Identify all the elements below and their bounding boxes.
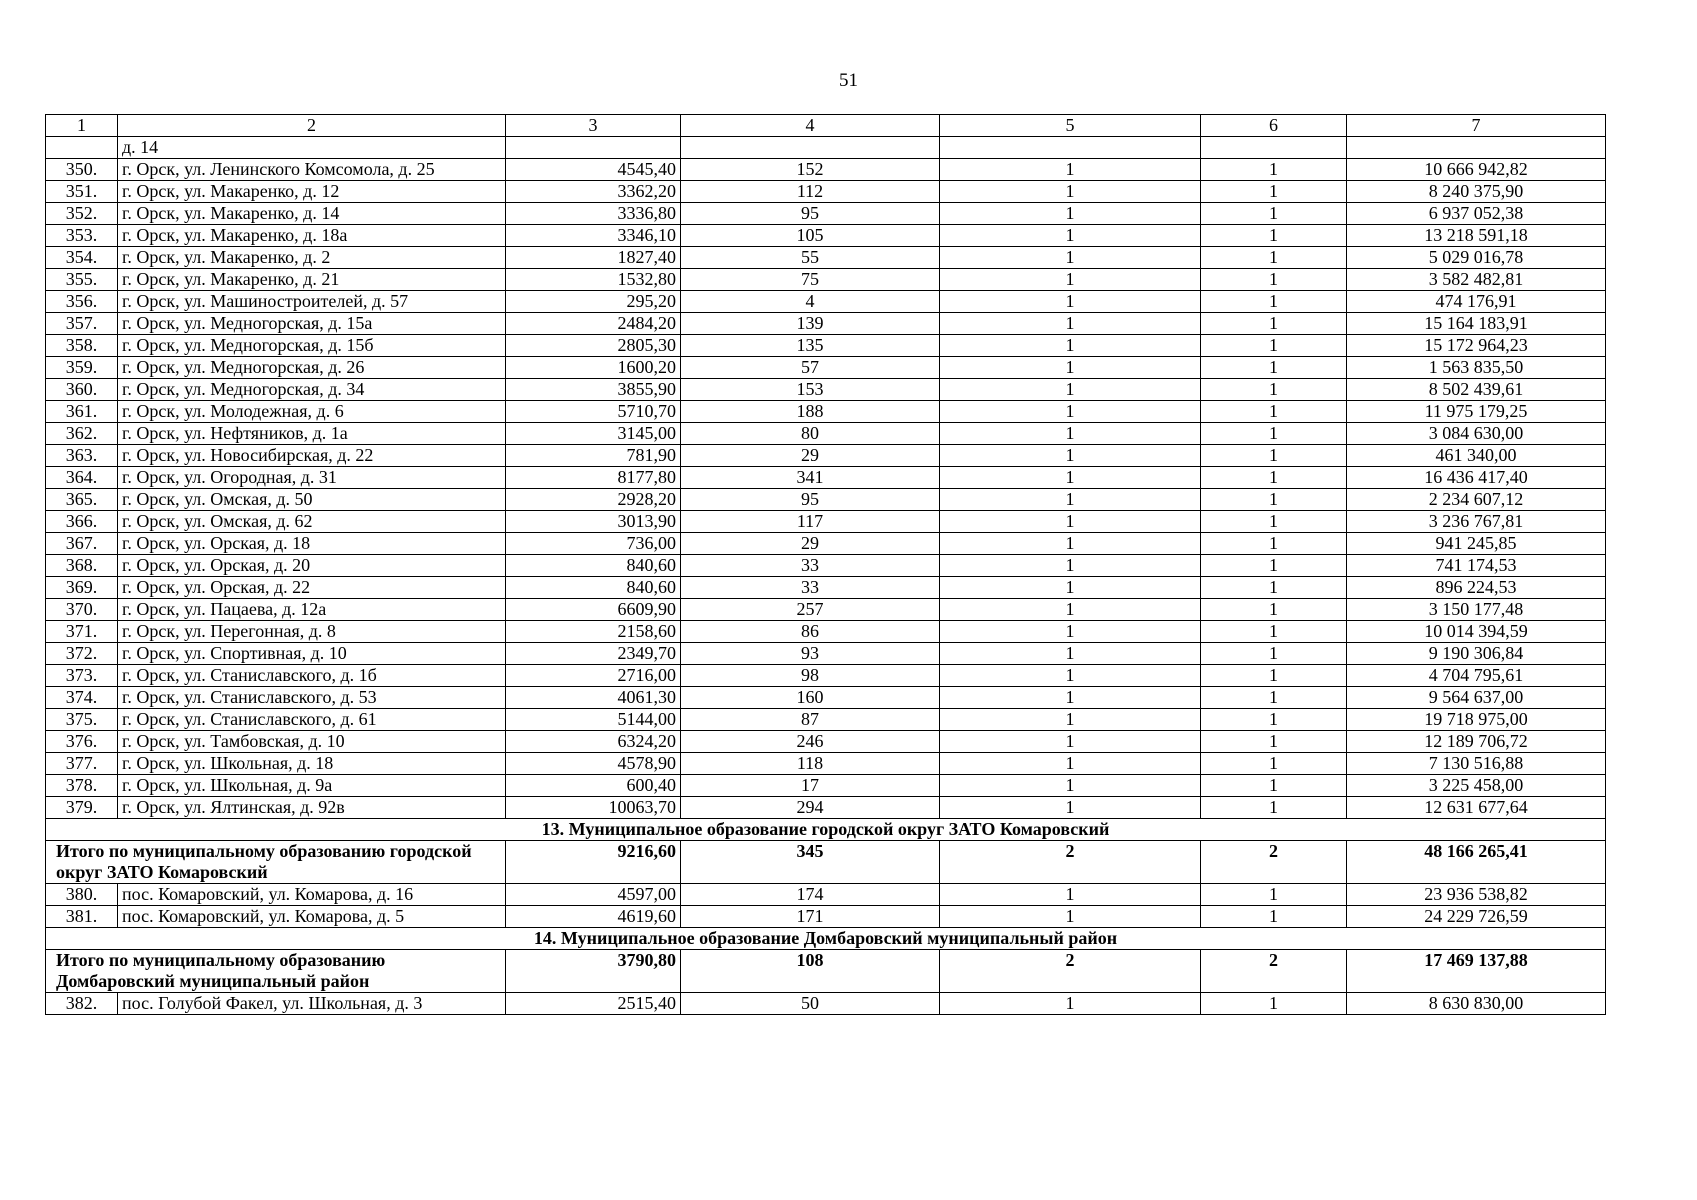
column-5-cell: 1 bbox=[940, 797, 1201, 819]
row-number: 356. bbox=[46, 291, 118, 313]
address-cell: г. Орск, ул. Молодежная, д. 6 bbox=[118, 401, 506, 423]
row-number: 381. bbox=[46, 906, 118, 928]
residents-cell: 139 bbox=[681, 313, 940, 335]
area-cell: 2158,60 bbox=[506, 621, 681, 643]
table-row bbox=[46, 247, 1606, 269]
area-cell: 2928,20 bbox=[506, 489, 681, 511]
area-cell: 8177,80 bbox=[506, 467, 681, 489]
row-number: 377. bbox=[46, 753, 118, 775]
total-column-5: 2 bbox=[940, 950, 1201, 993]
area-cell: 1827,40 bbox=[506, 247, 681, 269]
area-cell: 3013,90 bbox=[506, 511, 681, 533]
section-header-row bbox=[46, 819, 1606, 841]
column-5-cell: 1 bbox=[940, 906, 1201, 928]
total-cost: 48 166 265,41 bbox=[1347, 841, 1606, 884]
address-cell: г. Орск, ул. Орская, д. 20 bbox=[118, 555, 506, 577]
address-cell: г. Орск, ул. Медногорская, д. 15б bbox=[118, 335, 506, 357]
column-6-cell: 1 bbox=[1201, 357, 1347, 379]
column-5-cell: 1 bbox=[940, 555, 1201, 577]
row-number: 376. bbox=[46, 731, 118, 753]
column-6-cell: 1 bbox=[1201, 884, 1347, 906]
table-row bbox=[46, 401, 1606, 423]
column-header: 6 bbox=[1201, 115, 1347, 137]
row-number: 380. bbox=[46, 884, 118, 906]
cost-cell: 10 666 942,82 bbox=[1347, 159, 1606, 181]
table-row bbox=[46, 181, 1606, 203]
total-area: 3790,80 bbox=[506, 950, 681, 993]
table-row bbox=[46, 555, 1606, 577]
column-5-cell: 1 bbox=[940, 533, 1201, 555]
row-number: 379. bbox=[46, 797, 118, 819]
area-cell: 4545,40 bbox=[506, 159, 681, 181]
cost-cell: 3 084 630,00 bbox=[1347, 423, 1606, 445]
cost-cell: 6 937 052,38 bbox=[1347, 203, 1606, 225]
residents-cell: 341 bbox=[681, 467, 940, 489]
table-row bbox=[46, 467, 1606, 489]
area-cell: 2349,70 bbox=[506, 643, 681, 665]
residents-cell: 160 bbox=[681, 687, 940, 709]
column-6-cell: 1 bbox=[1201, 709, 1347, 731]
address-cell: г. Орск, ул. Новосибирская, д. 22 bbox=[118, 445, 506, 467]
cost-cell: 9 190 306,84 bbox=[1347, 643, 1606, 665]
column-6-cell: 1 bbox=[1201, 753, 1347, 775]
cost-cell: 8 240 375,90 bbox=[1347, 181, 1606, 203]
table-row bbox=[46, 269, 1606, 291]
column-5-cell: 1 bbox=[940, 511, 1201, 533]
area-cell: 840,60 bbox=[506, 577, 681, 599]
row-number: 358. bbox=[46, 335, 118, 357]
table-row bbox=[46, 993, 1606, 1015]
residents-cell: 55 bbox=[681, 247, 940, 269]
column-5-cell: 1 bbox=[940, 599, 1201, 621]
row-number: 350. bbox=[46, 159, 118, 181]
table-row bbox=[46, 687, 1606, 709]
residents-cell: 246 bbox=[681, 731, 940, 753]
column-6-cell: 1 bbox=[1201, 445, 1347, 467]
address-cell: г. Орск, ул. Станиславского, д. 53 bbox=[118, 687, 506, 709]
column-6-cell: 1 bbox=[1201, 247, 1347, 269]
area-cell: 3362,20 bbox=[506, 181, 681, 203]
area-cell: 600,40 bbox=[506, 775, 681, 797]
column-6-cell: 1 bbox=[1201, 181, 1347, 203]
registry-table bbox=[45, 114, 1606, 1015]
table-row bbox=[46, 665, 1606, 687]
residents-cell: 33 bbox=[681, 555, 940, 577]
column-6-cell: 1 bbox=[1201, 555, 1347, 577]
residents-cell: 33 bbox=[681, 577, 940, 599]
cost-cell: 24 229 726,59 bbox=[1347, 906, 1606, 928]
column-5-cell: 1 bbox=[940, 775, 1201, 797]
residents-cell: 98 bbox=[681, 665, 940, 687]
table-row bbox=[46, 511, 1606, 533]
column-5-cell: 1 bbox=[940, 731, 1201, 753]
address-cell: г. Орск, ул. Спортивная, д. 10 bbox=[118, 643, 506, 665]
column-5-cell: 1 bbox=[940, 269, 1201, 291]
row-number: 355. bbox=[46, 269, 118, 291]
cost-cell: 941 245,85 bbox=[1347, 533, 1606, 555]
address-cell: пос. Голубой Факел, ул. Школьная, д. 3 bbox=[118, 993, 506, 1015]
table-row bbox=[46, 775, 1606, 797]
area-cell: 6609,90 bbox=[506, 599, 681, 621]
address-cell: г. Орск, ул. Ялтинская, д. 92в bbox=[118, 797, 506, 819]
total-row bbox=[46, 841, 1606, 884]
table-row bbox=[46, 357, 1606, 379]
total-residents: 345 bbox=[681, 841, 940, 884]
address-cell: г. Орск, ул. Нефтяников, д. 1а bbox=[118, 423, 506, 445]
column-5-cell: 1 bbox=[940, 643, 1201, 665]
column-6-cell: 1 bbox=[1201, 401, 1347, 423]
row-number: 375. bbox=[46, 709, 118, 731]
column-5-cell: 1 bbox=[940, 687, 1201, 709]
address-cell: г. Орск, ул. Ленинского Комсомола, д. 25 bbox=[118, 159, 506, 181]
row-number: 374. bbox=[46, 687, 118, 709]
table-row bbox=[46, 203, 1606, 225]
residents-cell: 75 bbox=[681, 269, 940, 291]
total-column-6: 2 bbox=[1201, 950, 1347, 993]
table-row bbox=[46, 225, 1606, 247]
column-5-cell: 1 bbox=[940, 313, 1201, 335]
column-6-cell: 1 bbox=[1201, 423, 1347, 445]
cost-cell: 13 218 591,18 bbox=[1347, 225, 1606, 247]
cost-cell: 23 936 538,82 bbox=[1347, 884, 1606, 906]
column-5-cell: 1 bbox=[940, 993, 1201, 1015]
row-number: 368. bbox=[46, 555, 118, 577]
residents-cell: 152 bbox=[681, 159, 940, 181]
cost-cell: 4 704 795,61 bbox=[1347, 665, 1606, 687]
cost-cell: 2 234 607,12 bbox=[1347, 489, 1606, 511]
column-6-cell: 1 bbox=[1201, 203, 1347, 225]
area-cell: 840,60 bbox=[506, 555, 681, 577]
area-cell: 3145,00 bbox=[506, 423, 681, 445]
row-number: 371. bbox=[46, 621, 118, 643]
continuation-row bbox=[46, 137, 1606, 159]
cost-cell: 461 340,00 bbox=[1347, 445, 1606, 467]
address-cell: г. Орск, ул. Станиславского, д. 61 bbox=[118, 709, 506, 731]
area-cell: 3336,80 bbox=[506, 203, 681, 225]
row-number: 362. bbox=[46, 423, 118, 445]
cost-cell: 15 172 964,23 bbox=[1347, 335, 1606, 357]
table-row bbox=[46, 159, 1606, 181]
address-cell: г. Орск, ул. Пацаева, д. 12а bbox=[118, 599, 506, 621]
column-5-cell: 1 bbox=[940, 621, 1201, 643]
address-cell: г. Орск, ул. Омская, д. 50 bbox=[118, 489, 506, 511]
row-number: 352. bbox=[46, 203, 118, 225]
residents-cell: 29 bbox=[681, 445, 940, 467]
table-row bbox=[46, 621, 1606, 643]
row-number: 357. bbox=[46, 313, 118, 335]
cost-cell: 11 975 179,25 bbox=[1347, 401, 1606, 423]
residents-cell: 294 bbox=[681, 797, 940, 819]
table-row bbox=[46, 709, 1606, 731]
area-cell: 781,90 bbox=[506, 445, 681, 467]
column-6-cell: 1 bbox=[1201, 225, 1347, 247]
residents-cell: 117 bbox=[681, 511, 940, 533]
table-row bbox=[46, 577, 1606, 599]
column-6-cell: 1 bbox=[1201, 489, 1347, 511]
row-number: 378. bbox=[46, 775, 118, 797]
area-cell: 3346,10 bbox=[506, 225, 681, 247]
column-6-cell: 1 bbox=[1201, 291, 1347, 313]
address-cell: г. Орск, ул. Школьная, д. 9а bbox=[118, 775, 506, 797]
continuation-text: д. 14 bbox=[118, 137, 506, 159]
residents-cell: 4 bbox=[681, 291, 940, 313]
column-6-cell: 1 bbox=[1201, 621, 1347, 643]
column-5-cell: 1 bbox=[940, 753, 1201, 775]
address-cell: г. Орск, ул. Школьная, д. 18 bbox=[118, 753, 506, 775]
row-number: 364. bbox=[46, 467, 118, 489]
residents-cell: 118 bbox=[681, 753, 940, 775]
address-cell: г. Орск, ул. Макаренко, д. 21 bbox=[118, 269, 506, 291]
cost-cell: 741 174,53 bbox=[1347, 555, 1606, 577]
area-cell: 1532,80 bbox=[506, 269, 681, 291]
table-row bbox=[46, 335, 1606, 357]
address-cell: г. Орск, ул. Медногорская, д. 34 bbox=[118, 379, 506, 401]
cost-cell: 10 014 394,59 bbox=[1347, 621, 1606, 643]
table-row bbox=[46, 643, 1606, 665]
area-cell: 4578,90 bbox=[506, 753, 681, 775]
column-6-cell: 1 bbox=[1201, 379, 1347, 401]
residents-cell: 95 bbox=[681, 203, 940, 225]
cost-cell: 474 176,91 bbox=[1347, 291, 1606, 313]
address-cell: г. Орск, ул. Тамбовская, д. 10 bbox=[118, 731, 506, 753]
area-cell: 2515,40 bbox=[506, 993, 681, 1015]
column-5-cell: 1 bbox=[940, 884, 1201, 906]
cost-cell: 1 563 835,50 bbox=[1347, 357, 1606, 379]
column-5-cell: 1 bbox=[940, 203, 1201, 225]
column-5-cell: 1 bbox=[940, 665, 1201, 687]
row-number: 360. bbox=[46, 379, 118, 401]
address-cell: г. Орск, ул. Макаренко, д. 18а bbox=[118, 225, 506, 247]
page-number: 51 bbox=[839, 70, 858, 91]
row-number: 351. bbox=[46, 181, 118, 203]
address-cell: пос. Комаровский, ул. Комарова, д. 16 bbox=[118, 884, 506, 906]
table-row bbox=[46, 731, 1606, 753]
cost-cell: 19 718 975,00 bbox=[1347, 709, 1606, 731]
column-6-cell: 1 bbox=[1201, 335, 1347, 357]
cost-cell: 8 502 439,61 bbox=[1347, 379, 1606, 401]
total-column-6: 2 bbox=[1201, 841, 1347, 884]
address-cell: г. Орск, ул. Макаренко, д. 12 bbox=[118, 181, 506, 203]
area-cell: 5710,70 bbox=[506, 401, 681, 423]
residents-cell: 153 bbox=[681, 379, 940, 401]
area-cell: 6324,20 bbox=[506, 731, 681, 753]
residents-cell: 80 bbox=[681, 423, 940, 445]
cost-cell: 896 224,53 bbox=[1347, 577, 1606, 599]
area-cell: 10063,70 bbox=[506, 797, 681, 819]
total-label: Итого по муниципальному образованию Домбаровский муниципальный район bbox=[46, 950, 506, 993]
cost-cell: 8 630 830,00 bbox=[1347, 993, 1606, 1015]
area-cell: 3855,90 bbox=[506, 379, 681, 401]
column-6-cell: 1 bbox=[1201, 599, 1347, 621]
area-cell: 5144,00 bbox=[506, 709, 681, 731]
area-cell: 295,20 bbox=[506, 291, 681, 313]
column-header: 1 bbox=[46, 115, 118, 137]
column-6-cell: 1 bbox=[1201, 731, 1347, 753]
residents-cell: 112 bbox=[681, 181, 940, 203]
row-number: 369. bbox=[46, 577, 118, 599]
row-number: 382. bbox=[46, 993, 118, 1015]
total-area: 9216,60 bbox=[506, 841, 681, 884]
column-header-row bbox=[46, 115, 1606, 137]
column-6-cell: 1 bbox=[1201, 993, 1347, 1015]
address-cell: г. Орск, ул. Перегонная, д. 8 bbox=[118, 621, 506, 643]
table-row bbox=[46, 423, 1606, 445]
column-6-cell: 1 bbox=[1201, 643, 1347, 665]
column-6-cell: 1 bbox=[1201, 313, 1347, 335]
table-row bbox=[46, 884, 1606, 906]
column-6-cell: 1 bbox=[1201, 467, 1347, 489]
total-cost: 17 469 137,88 bbox=[1347, 950, 1606, 993]
residents-cell: 135 bbox=[681, 335, 940, 357]
residents-cell: 50 bbox=[681, 993, 940, 1015]
area-cell: 4061,30 bbox=[506, 687, 681, 709]
row-number: 372. bbox=[46, 643, 118, 665]
residents-cell: 87 bbox=[681, 709, 940, 731]
total-residents: 108 bbox=[681, 950, 940, 993]
residents-cell: 257 bbox=[681, 599, 940, 621]
column-5-cell: 1 bbox=[940, 379, 1201, 401]
address-cell: г. Орск, ул. Медногорская, д. 26 bbox=[118, 357, 506, 379]
section-title: 13. Муниципальное образование городской округ ЗАТО Комаровский bbox=[46, 819, 1606, 841]
table-row bbox=[46, 599, 1606, 621]
column-6-cell: 1 bbox=[1201, 577, 1347, 599]
column-5-cell: 1 bbox=[940, 467, 1201, 489]
cost-cell: 5 029 016,78 bbox=[1347, 247, 1606, 269]
column-header: 3 bbox=[506, 115, 681, 137]
residents-cell: 95 bbox=[681, 489, 940, 511]
address-cell: пос. Комаровский, ул. Комарова, д. 5 bbox=[118, 906, 506, 928]
row-number: 367. bbox=[46, 533, 118, 555]
cost-cell: 12 631 677,64 bbox=[1347, 797, 1606, 819]
residents-cell: 188 bbox=[681, 401, 940, 423]
cost-cell: 16 436 417,40 bbox=[1347, 467, 1606, 489]
column-header: 4 bbox=[681, 115, 940, 137]
column-5-cell: 1 bbox=[940, 291, 1201, 313]
section-title: 14. Муниципальное образование Домбаровский муниципальный район bbox=[46, 928, 1606, 950]
column-5-cell: 1 bbox=[940, 445, 1201, 467]
table-row bbox=[46, 753, 1606, 775]
column-5-cell: 1 bbox=[940, 335, 1201, 357]
column-5-cell: 1 bbox=[940, 159, 1201, 181]
address-cell: г. Орск, ул. Машиностроителей, д. 57 bbox=[118, 291, 506, 313]
address-cell: г. Орск, ул. Огородная, д. 31 bbox=[118, 467, 506, 489]
row-number: 370. bbox=[46, 599, 118, 621]
cost-cell: 3 582 482,81 bbox=[1347, 269, 1606, 291]
cost-cell: 15 164 183,91 bbox=[1347, 313, 1606, 335]
column-5-cell: 1 bbox=[940, 247, 1201, 269]
address-cell: г. Орск, ул. Станиславского, д. 1б bbox=[118, 665, 506, 687]
registry-body bbox=[46, 115, 1606, 1015]
table-row bbox=[46, 379, 1606, 401]
area-cell: 2484,20 bbox=[506, 313, 681, 335]
area-cell: 2716,00 bbox=[506, 665, 681, 687]
column-6-cell: 1 bbox=[1201, 906, 1347, 928]
row-number: 359. bbox=[46, 357, 118, 379]
column-5-cell: 1 bbox=[940, 489, 1201, 511]
cost-cell: 3 150 177,48 bbox=[1347, 599, 1606, 621]
cost-cell: 3 225 458,00 bbox=[1347, 775, 1606, 797]
total-label: Итого по муниципальному образованию городской округ ЗАТО Комаровский bbox=[46, 841, 506, 884]
address-cell: г. Орск, ул. Омская, д. 62 bbox=[118, 511, 506, 533]
column-5-cell: 1 bbox=[940, 423, 1201, 445]
row-number: 354. bbox=[46, 247, 118, 269]
cost-cell: 12 189 706,72 bbox=[1347, 731, 1606, 753]
column-5-cell: 1 bbox=[940, 357, 1201, 379]
table-row bbox=[46, 489, 1606, 511]
table-row bbox=[46, 906, 1606, 928]
column-header: 2 bbox=[118, 115, 506, 137]
row-number: 366. bbox=[46, 511, 118, 533]
total-row bbox=[46, 950, 1606, 993]
area-cell: 2805,30 bbox=[506, 335, 681, 357]
column-6-cell: 1 bbox=[1201, 665, 1347, 687]
table-row bbox=[46, 313, 1606, 335]
residents-cell: 29 bbox=[681, 533, 940, 555]
address-cell: г. Орск, ул. Орская, д. 18 bbox=[118, 533, 506, 555]
area-cell: 4597,00 bbox=[506, 884, 681, 906]
column-6-cell: 1 bbox=[1201, 533, 1347, 555]
column-header: 5 bbox=[940, 115, 1201, 137]
area-cell: 736,00 bbox=[506, 533, 681, 555]
column-5-cell: 1 bbox=[940, 225, 1201, 247]
residents-cell: 171 bbox=[681, 906, 940, 928]
column-6-cell: 1 bbox=[1201, 797, 1347, 819]
table-row bbox=[46, 291, 1606, 313]
residents-cell: 57 bbox=[681, 357, 940, 379]
column-header: 7 bbox=[1347, 115, 1606, 137]
residents-cell: 174 bbox=[681, 884, 940, 906]
row-number: 365. bbox=[46, 489, 118, 511]
total-column-5: 2 bbox=[940, 841, 1201, 884]
address-cell: г. Орск, ул. Орская, д. 22 bbox=[118, 577, 506, 599]
cost-cell: 9 564 637,00 bbox=[1347, 687, 1606, 709]
row-number: 361. bbox=[46, 401, 118, 423]
column-5-cell: 1 bbox=[940, 181, 1201, 203]
column-5-cell: 1 bbox=[940, 401, 1201, 423]
cost-cell: 7 130 516,88 bbox=[1347, 753, 1606, 775]
column-6-cell: 1 bbox=[1201, 511, 1347, 533]
residents-cell: 17 bbox=[681, 775, 940, 797]
column-6-cell: 1 bbox=[1201, 269, 1347, 291]
column-5-cell: 1 bbox=[940, 577, 1201, 599]
area-cell: 1600,20 bbox=[506, 357, 681, 379]
section-header-row bbox=[46, 928, 1606, 950]
address-cell: г. Орск, ул. Макаренко, д. 14 bbox=[118, 203, 506, 225]
column-6-cell: 1 bbox=[1201, 775, 1347, 797]
cost-cell: 3 236 767,81 bbox=[1347, 511, 1606, 533]
residents-cell: 93 bbox=[681, 643, 940, 665]
column-5-cell: 1 bbox=[940, 709, 1201, 731]
area-cell: 4619,60 bbox=[506, 906, 681, 928]
row-number: 373. bbox=[46, 665, 118, 687]
row-number: 363. bbox=[46, 445, 118, 467]
table-row bbox=[46, 797, 1606, 819]
row-number: 353. bbox=[46, 225, 118, 247]
table-row bbox=[46, 533, 1606, 555]
address-cell: г. Орск, ул. Медногорская, д. 15а bbox=[118, 313, 506, 335]
column-6-cell: 1 bbox=[1201, 687, 1347, 709]
residents-cell: 86 bbox=[681, 621, 940, 643]
address-cell: г. Орск, ул. Макаренко, д. 2 bbox=[118, 247, 506, 269]
residents-cell: 105 bbox=[681, 225, 940, 247]
table-row bbox=[46, 445, 1606, 467]
column-6-cell: 1 bbox=[1201, 159, 1347, 181]
